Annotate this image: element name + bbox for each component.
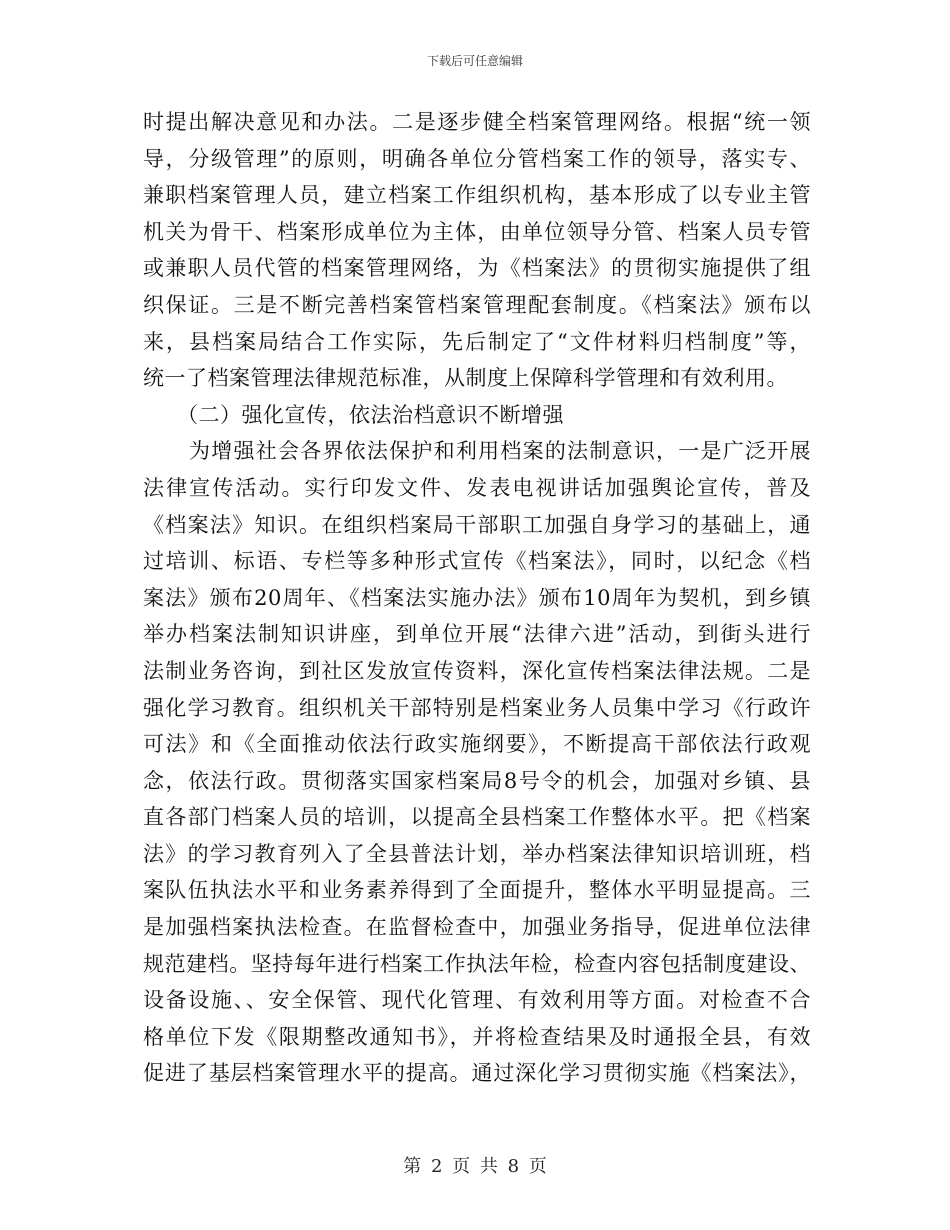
- body-line: 促进了基层档案管理水平的提高。通过深化学习贯彻实施《档案法》，: [143, 1061, 811, 1086]
- body-line: 织保证。三是不断完善档案管档案管理配套制度。《档案法》颁布以: [143, 292, 811, 317]
- body-line: 规范建档。坚持每年进行档案工作执法年检，检查内容包括制度建设、: [143, 951, 811, 976]
- body-line: 强化学习教育。组织机关干部特别是档案业务人员集中学习《行政许: [143, 695, 811, 720]
- body-line: 法》的学习教育列入了全县普法计划，举办档案法律知识培训班，档: [143, 841, 811, 866]
- body-line: 来，县档案局结合工作实际，先后制定了“文件材料归档制度”等，: [143, 329, 811, 354]
- body-line: 格单位下发《限期整改通知书》，并将检查结果及时通报全县，有效: [143, 1024, 811, 1049]
- section-heading: （二）强化宣传，依法治档意识不断增强: [177, 402, 564, 427]
- body-line: 导，分级管理”的原则，明确各单位分管档案工作的领导，落实专、: [143, 146, 811, 171]
- body-line: 可法》和《全面推动依法行政实施纲要》，不断提高干部依法行政观: [143, 732, 811, 757]
- body-line: 为增强社会各界依法保护和利用档案的法制意识，一是广泛开展: [189, 439, 811, 464]
- body-line: 过培训、标语、专栏等多种形式宣传《档案法》，同时，以纪念《档: [143, 549, 811, 574]
- body-line: 《档案法》知识。在组织档案局干部职工加强自身学习的基础上，通: [143, 512, 811, 537]
- body-line: 设备设施、、安全保管、现代化管理、有效利用等方面。对检查不合: [143, 988, 811, 1013]
- page-number: 第 2 页 共 8 页: [403, 1156, 547, 1177]
- body-line: 直各部门档案人员的培训，以提高全县档案工作整体水平。把《档案: [143, 805, 811, 830]
- body-line: 统一了档案管理法律规范标准，从制度上保障科学管理和有效利用。: [143, 366, 788, 391]
- body-line: 案法》颁布20周年、《档案法实施办法》颁布10周年为契机，到乡镇: [143, 585, 811, 610]
- page-header-note: 下载后可任意编辑: [426, 54, 523, 68]
- document-body: [143, 104, 811, 1092]
- body-line: 举办档案法制知识讲座，到单位开展“法律六进”活动，到街头进行: [143, 622, 811, 647]
- body-line: 或兼职人员代管的档案管理网络，为《档案法》的贯彻实施提供了组: [143, 256, 811, 281]
- body-line: 法律宣传活动。实行印发文件、发表电视讲话加强舆论宣传，普及: [143, 475, 811, 500]
- body-line: 兼职档案管理人员，建立档案工作组织机构，基本形成了以专业主管: [143, 183, 811, 208]
- body-line: 时提出解决意见和办法。二是逐步健全档案管理网络。根据“统一领: [143, 110, 811, 134]
- body-line: 念，依法行政。贯彻落实国家档案局8号令的机会，加强对乡镇、县: [143, 768, 811, 793]
- body-line: 是加强档案执法检查。在监督检查中，加强业务指导，促进单位法律: [143, 915, 811, 940]
- body-line: 机关为骨干、档案形成单位为主体，由单位领导分管、档案人员专管: [143, 219, 811, 244]
- body-line: 案队伍执法水平和业务素养得到了全面提升，整体水平明显提高。三: [143, 878, 811, 903]
- body-line: 法制业务咨询，到社区发放宣传资料，深化宣传档案法律法规。二是: [143, 658, 811, 683]
